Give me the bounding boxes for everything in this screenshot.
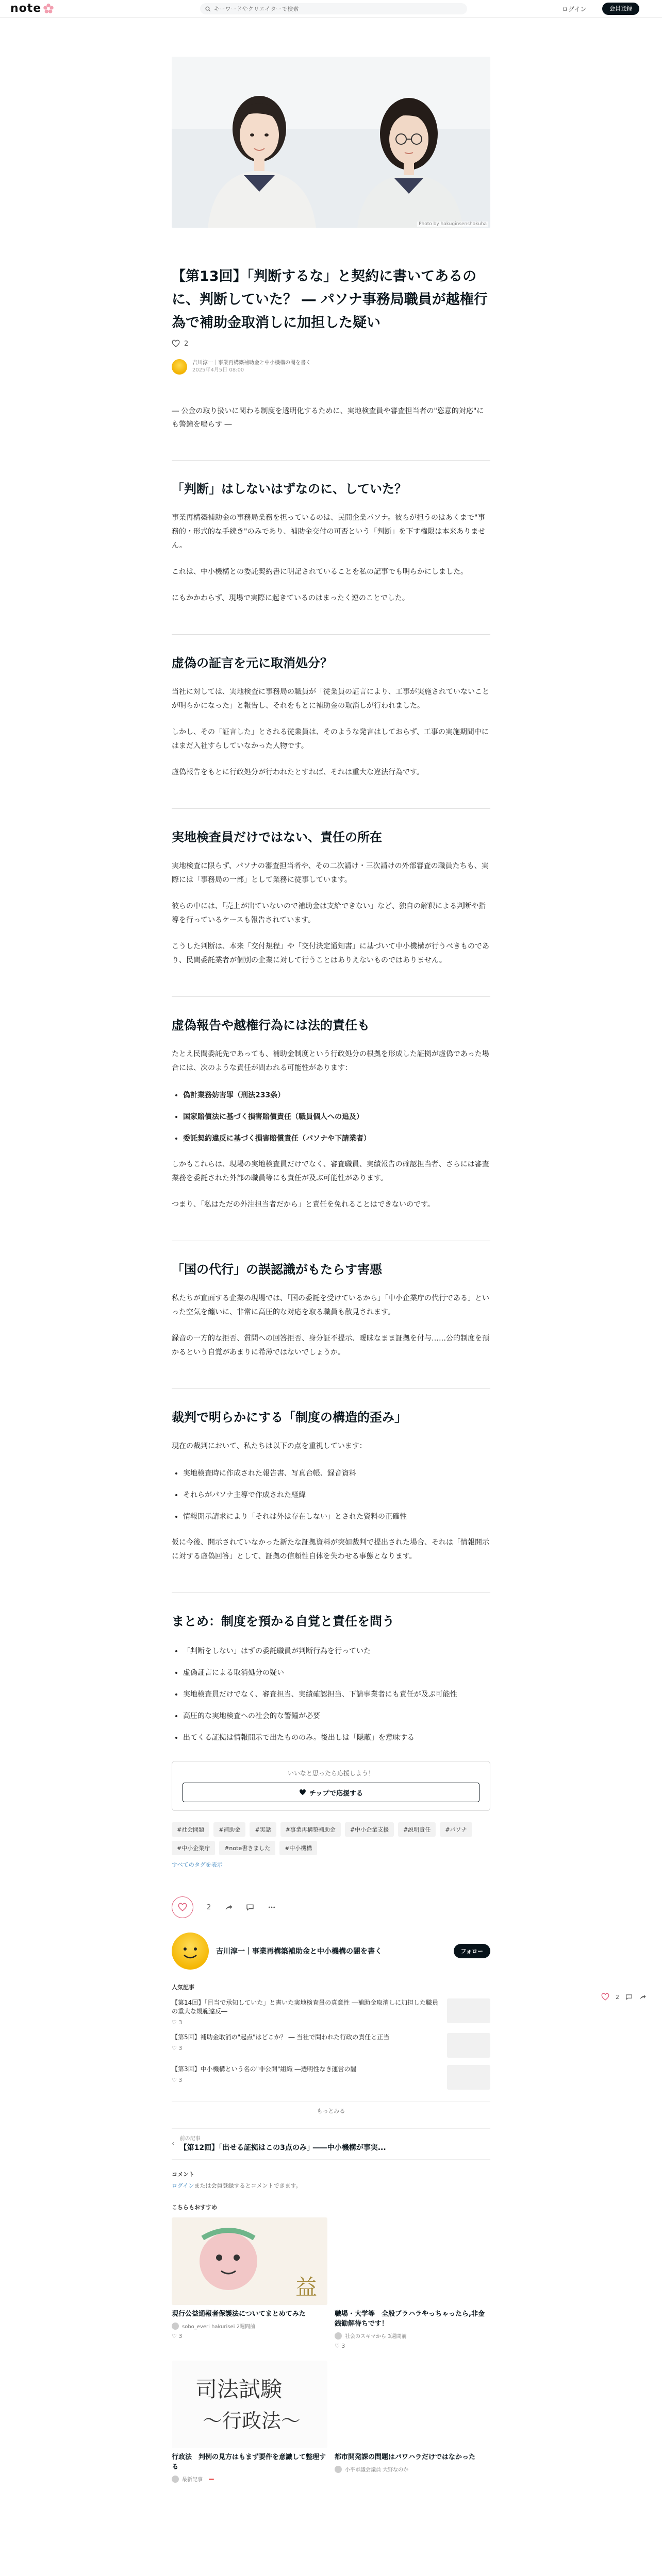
- paragraph: 当社に対しては、実地検査に事務局の職員が「従業員の証言により、工事が実施されていないことが明らかになった」と報告し、それをもとに補助金の取消しが行われました。: [172, 688, 489, 710]
- paragraph: 仮に今後、開示されていなかった新たな証拠資料が突如裁判で提出された場合、それは「情報開示に対する虚偽回答」として、証拠の信頼性自体を失わせる事態となります。: [172, 1538, 489, 1561]
- prev-title: 【第12回】｢出せる証拠はこの3点のみ｣ ――中小機構が事実...: [179, 2144, 386, 2152]
- rec-card[interactable]: [172, 2217, 327, 2349]
- popular-item-text: [172, 2065, 440, 2083]
- bullet-list: [183, 1466, 490, 1524]
- comment-icon[interactable]: [625, 1993, 633, 2001]
- rec-thumbnail[interactable]: [335, 2217, 490, 2305]
- section-divider: [172, 460, 490, 461]
- floating-actions: [601, 1993, 646, 2001]
- rec-author-avatar: [335, 2466, 342, 2473]
- tag-chip[interactable]: #パソナ: [440, 1822, 472, 1837]
- heart-icon[interactable]: [601, 1993, 609, 2001]
- paragraph: 私たちが直面する企業の現場では、「国の委託を受けているから」「中小企業庁の代行である」といった空気を纏いに、非常に高圧的な対応を取る職員も散見されます。: [172, 1294, 489, 1316]
- popular-item-title[interactable]: 【第5回】補助金取消の"起点"はどこか？ ― 当社で問われた行政の責任と正当: [172, 2033, 390, 2041]
- comment-hint-text: または会員登録するとコメントできます。: [194, 2182, 302, 2189]
- tag-chip[interactable]: #note書きました: [219, 1841, 275, 1855]
- prev-article[interactable]: [172, 2128, 490, 2160]
- chevron-left-icon: ‹: [172, 2139, 175, 2148]
- article-title: 【第13回】「判断するな」と契約に書いてあるのに、判断していた？ ― パソナ事務局職員が越権行為で補助金取消しに加担した疑い: [172, 268, 488, 331]
- author-row: [172, 359, 490, 375]
- popular-item[interactable]: [172, 2033, 490, 2058]
- support-question: いいなと思ったら応援しよう！: [287, 1770, 374, 1777]
- rec-author: [335, 2465, 490, 2473]
- comment-hint: [172, 2181, 490, 2190]
- paragraph: にもかかわらず、現場で実際に起きているのはまったく逆のことでした。: [172, 594, 409, 602]
- section-divider: [172, 1592, 490, 1593]
- article-main: [172, 57, 490, 2483]
- comment-section: [172, 2170, 490, 2190]
- popular-articles: [172, 1983, 490, 2115]
- students-photo: [172, 57, 490, 228]
- rec-card[interactable]: [335, 2217, 490, 2349]
- section-heading: 裁判で明らかにする「制度の構造的歪み」: [172, 1410, 407, 1425]
- section-divider: [172, 1388, 490, 1389]
- bullet-item: • 実地検査員だけでなく、審査担当、実績確認担当、下請事業者にも責任が及ぶ可能性: [183, 1687, 490, 1702]
- publish-date: 2025年4月5日 08:00: [192, 367, 244, 373]
- rec-thumbnail[interactable]: [335, 2361, 490, 2448]
- all-tags-link[interactable]: すべてのタグを表示: [172, 1861, 223, 1868]
- share-icon[interactable]: [224, 1903, 233, 1911]
- float-like-count: 2: [616, 1993, 619, 2001]
- svg-text:〜行政法〜: 〜行政法〜: [203, 2410, 301, 2432]
- rec-author: [172, 2322, 327, 2330]
- tag-chip[interactable]: #中小機構: [279, 1841, 317, 1855]
- section-heading: まとめ：制度を預かる自覚と責任を問う: [172, 1614, 394, 1629]
- popular-item-thumbnail[interactable]: [447, 1998, 490, 2023]
- smile-face-icon: [172, 1933, 209, 1970]
- popular-item-thumbnail[interactable]: [447, 2065, 490, 2090]
- like-button[interactable]: [172, 1896, 193, 1918]
- bullet-list: [183, 1643, 490, 1745]
- rec-author-name[interactable]: 最新記事: [182, 2477, 203, 2483]
- paragraph: これは、中小機構との委託契約書に明記されていることを私の記事でも明らかにしました。: [172, 568, 468, 576]
- tag-chip[interactable]: #説明責任: [398, 1822, 436, 1837]
- rec-author-name[interactable]: sobo_everi hakurisei 2週間前: [182, 2324, 255, 2330]
- creator-card: [172, 1933, 490, 1970]
- paragraph: しかし、その「証言した」とされる従業員は、そのような発言はしておらず、工事の実施期間中にはまだ入社すらしていなかった人物です。: [172, 728, 489, 750]
- popular-item[interactable]: [172, 2065, 490, 2090]
- section-divider: [172, 634, 490, 635]
- author-name[interactable]: 吉川淳一｜事業再構築補助金と中小機構の闇を書く: [192, 360, 311, 366]
- popular-item-likes: ♡ 3: [172, 2045, 183, 2052]
- heart-icon[interactable]: [172, 340, 180, 348]
- login-link[interactable]: ログイン: [562, 6, 587, 13]
- blossom-icon: [43, 3, 54, 14]
- author-avatar[interactable]: [172, 359, 187, 375]
- popular-item-likes: ♡ 3: [172, 2077, 183, 2083]
- more-link[interactable]: もっとみる: [172, 2101, 490, 2115]
- action-bar: [172, 1896, 490, 1918]
- rec-title[interactable]: 行政法 判例の見方はもまず要件を意識して整理する: [172, 2453, 326, 2471]
- search-icon: [205, 6, 211, 12]
- tag-chip[interactable]: #社会問題: [172, 1822, 209, 1837]
- recs-label: こちらもおすすめ: [172, 2204, 218, 2211]
- section-divider: [172, 808, 490, 809]
- rec-thumbnail[interactable]: [172, 2217, 327, 2305]
- rec-title[interactable]: 職場・大学等 全般ブラハラやっちゃったら,非金銭勧解待ちです！: [335, 2310, 485, 2328]
- heart-gift-icon: [299, 1789, 306, 1796]
- more-icon[interactable]: [268, 1903, 276, 1911]
- rec-author-avatar: [172, 2476, 179, 2483]
- rec-card[interactable]: [172, 2361, 327, 2483]
- section-divider: [172, 996, 490, 997]
- paragraph: こうした判断は、本来「交付規程」や「交付決定通知書」に基づいて中小機構が行うべきものであり、民間委託業者が個別の企業に対して行うことはありえないものではありません。: [172, 942, 489, 964]
- signup-button[interactable]: 会員登録: [602, 3, 639, 15]
- bullet-item: • 虚偽証言による取消処分の疑い: [183, 1665, 490, 1681]
- popular-item-like-count: 3: [178, 2077, 183, 2083]
- rec-author-avatar: [335, 2332, 342, 2340]
- share-icon[interactable]: [639, 1993, 646, 2001]
- rec-likes: ♡ 3: [172, 2333, 183, 2340]
- tip-button[interactable]: [183, 1783, 479, 1802]
- heart-icon: [178, 1903, 187, 1912]
- prev-label: 前の記事: [179, 2136, 201, 2142]
- popular-item-title[interactable]: 【第14回】｢目当で承知していた」と書いた実地検査員の真意性 ―補助金取消しに加担した職員の重大な規範違反―: [172, 1999, 439, 2015]
- rec-author-name[interactable]: 社会のスキマから 3週間前: [345, 2334, 407, 2340]
- popular-item-like-count: 3: [178, 2019, 183, 2026]
- bullet-item: • それらがパソナ主導で作成された経緯: [183, 1487, 490, 1503]
- rec-author-avatar: [172, 2323, 179, 2330]
- tip-button-label: チップで応援する: [309, 1789, 363, 1798]
- comment-login-link[interactable]: ログイン: [172, 2182, 194, 2189]
- follow-button[interactable]: フォロー: [454, 1944, 490, 1958]
- author-meta: [192, 360, 311, 374]
- rec-author: [172, 2475, 327, 2483]
- popular-item-like-count: 3: [178, 2045, 183, 2052]
- rec-author-name[interactable]: 小平市議会議員 大野なのか: [345, 2467, 409, 2473]
- section-heading: 虚偽報告や越権行為には法的責任も: [172, 1018, 370, 1032]
- paragraph: 彼らの中には、「売上が出ていないので補助金は支給できない」など、独自の解釈による判断や指導を行っているケースも報告されています。: [172, 902, 486, 924]
- bullet-item: • 委託契約違反に基づく損害賠償責任（パソナや下請業者）: [183, 1131, 490, 1146]
- bullet-list: [183, 1088, 490, 1146]
- rec-card[interactable]: [335, 2361, 490, 2483]
- recommendations: [172, 2203, 490, 2483]
- tag-chip[interactable]: #事業再構築補助金: [280, 1822, 341, 1837]
- creator-name[interactable]: 吉川淳一｜事業再構築補助金と中小機構の闇を書く: [216, 1947, 382, 1956]
- tag-chip[interactable]: #実話: [250, 1822, 276, 1837]
- bullet-item: • 情報開示請求により「それは外は存在しない」とされた資料の正確性: [183, 1509, 490, 1524]
- paragraph: 虚偽報告をもとに行政処分が行われたとすれば、それは重大な違法行為です。: [172, 768, 424, 776]
- rec-title[interactable]: 都市開発課の問題はパワハラだけではなかった: [335, 2453, 476, 2461]
- global-header: [0, 0, 662, 18]
- section-heading: 「判断」はしないはずなのに、していた？: [172, 482, 407, 496]
- comment-label: コメント: [172, 2171, 194, 2178]
- paragraph: 録音の一方的な拒否、質問への回答拒否、身分証不提示、曖昧なまま証拠を付与……公的制度を預かるという自覚があまりに希薄ではないでしょうか。: [172, 1334, 489, 1357]
- article-lead: ― 公金の取り扱いに関わる制度を透明化するために、実地検査員や審査担当者の"恣意的対応"にも警鐘を鳴らす ―: [172, 407, 484, 429]
- paragraph: つまり、「私はただの外注担当者だから」と責任を免れることはできないのです。: [172, 1200, 435, 1209]
- section-heading: 実地検査員だけではない、責任の所在: [172, 830, 382, 844]
- bullet-item: • 高圧的な実地検査への社会的な警鐘が必要: [183, 1708, 490, 1724]
- rec-author: [335, 2332, 490, 2340]
- support-box: [172, 1761, 490, 1811]
- creator-avatar[interactable]: [172, 1933, 209, 1970]
- title-like-row: [172, 340, 490, 348]
- action-like-count: 2: [207, 1903, 211, 1911]
- like-count: 2: [184, 340, 189, 348]
- bullet-item: • 実地検査時に作成された報告書、写真台帳、録音資料: [183, 1466, 490, 1481]
- popular-item-thumbnail[interactable]: [447, 2033, 490, 2058]
- search-input[interactable]: [214, 6, 467, 12]
- paragraph: 事業再構築補助金の事務局業務を担っているのは、民間企業パソナ。彼らが担うのはあくまで"事務的・形式的な手続き"のみであり、補助金交付の可否という「判断」を下す権限は本来ありません。: [172, 514, 486, 550]
- bullet-item: • 出てくる証拠は情報開示で出たもののみ。後出しは「隠蔽」を意味する: [183, 1730, 490, 1745]
- popular-item[interactable]: [172, 1998, 490, 2026]
- popular-item-likes: ♡ 3: [172, 2019, 183, 2026]
- rec-title[interactable]: 現行公益通報者保護法についてまとめてみた: [172, 2310, 306, 2318]
- tag-list: [172, 1822, 490, 1855]
- tag-chip[interactable]: #中小企業支援: [345, 1822, 394, 1837]
- bullet-item: • 国家賠償法に基づく損害賠償責任（職員個人への追及）: [183, 1109, 490, 1125]
- section-intro: たとえ民間委託先であっても、補助金制度という行政処分の根拠を形成した証拠が虚偽であった場合には、次のような責任が問われる可能性があります：: [172, 1050, 489, 1072]
- paragraph: しかもこれらは、現場の実地検査員だけでなく、審査職員、実績報告の確認担当者、さらには審査業務を委託された外部の職員等にも責任が及ぶ可能性があります。: [172, 1160, 489, 1182]
- svg-text:司法試験: 司法試験: [195, 2377, 283, 2402]
- photo-credit: Photo by hakuginsenshokuha: [417, 222, 488, 227]
- section-heading: 虚偽の証言を元に取消処分？: [172, 656, 333, 670]
- popular-item-title[interactable]: 【第3回】中小機構という名の"非公開"組織 ―透明性なき運営の闇: [172, 2065, 357, 2073]
- note-logo[interactable]: [10, 2, 54, 15]
- rec-likes: ♡ 3: [335, 2343, 345, 2349]
- rec-thumbnail[interactable]: [172, 2361, 327, 2448]
- popular-item-text: [172, 1998, 440, 2026]
- tag-chip[interactable]: #補助金: [213, 1822, 245, 1837]
- comment-icon[interactable]: [246, 1903, 254, 1911]
- rec-like-count: 3: [341, 2343, 345, 2349]
- new-badge: [209, 2479, 214, 2480]
- paragraph: 実地検査に限らず、パソナの審査担当者や、その二次請け・三次請けの外部審査の職員たちも、実際には「事務局の一部」として業務に従事しています。: [172, 862, 489, 884]
- bullet-item: • 偽計業務妨害罪（刑法233条）: [183, 1088, 490, 1103]
- logo-text: note: [10, 2, 42, 15]
- popular-label: 人気記事: [172, 1984, 194, 1991]
- section-intro: 現在の裁判において、私たちは以下の点を重視しています：: [172, 1442, 367, 1450]
- search-box[interactable]: [200, 3, 467, 14]
- tag-chip[interactable]: #中小企業庁: [172, 1841, 215, 1855]
- popular-item-text: [172, 2033, 440, 2052]
- article-body: [172, 460, 490, 1745]
- rec-like-count: 3: [178, 2333, 183, 2340]
- svg-text:益: 益: [295, 2275, 318, 2300]
- bullet-item: • 「判断をしない」はずの委託職員が判断行為を行っていた: [183, 1643, 490, 1659]
- section-heading: 「国の代行」の誤認識がもたらす害悪: [172, 1262, 382, 1277]
- hero-image: [172, 57, 490, 228]
